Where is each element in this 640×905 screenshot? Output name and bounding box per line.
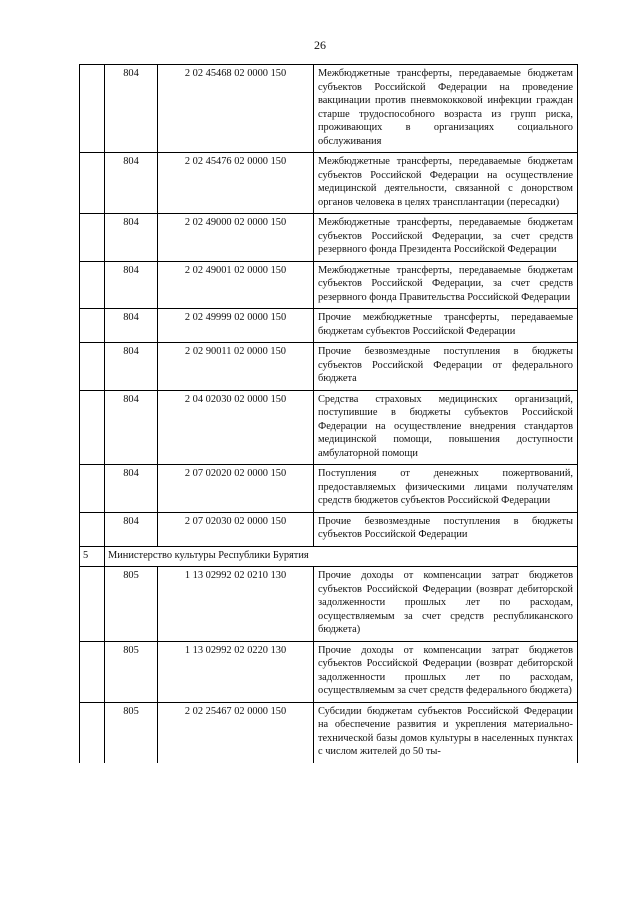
table-row — [80, 65, 578, 153]
admin-code: 804 — [105, 465, 158, 513]
table-row — [80, 702, 578, 763]
admin-code: 804 — [105, 512, 158, 546]
kbk-code: 2 04 02030 02 0000 150 — [158, 390, 314, 465]
admin-code: 805 — [105, 641, 158, 702]
kbk-code: 1 13 02992 02 0220 130 — [158, 641, 314, 702]
revenue-description: Прочие безвозмездные поступления в бюджеты субъектов Российской Федерации от федерального бюджета — [314, 343, 578, 391]
kbk-code: 2 02 49000 02 0000 150 — [158, 214, 314, 262]
revenue-description: Межбюджетные трансферты, передаваемые бюджетам субъектов Российской Федерации на осуществление медицинской деятельности, связанной с донорством органов человека в целях трансплантации (пересадки) — [314, 153, 578, 214]
kbk-code: 2 07 02030 02 0000 150 — [158, 512, 314, 546]
kbk-code: 2 02 45476 02 0000 150 — [158, 153, 314, 214]
kbk-code: 2 02 49999 02 0000 150 — [158, 309, 314, 343]
row-number-cell — [80, 214, 105, 262]
admin-code: 804 — [105, 390, 158, 465]
row-number-cell — [80, 261, 105, 309]
table-row — [80, 641, 578, 702]
table-row — [80, 153, 578, 214]
table-row — [80, 343, 578, 391]
table-row — [80, 465, 578, 513]
admin-code: 805 — [105, 702, 158, 763]
revenue-description: Субсидии бюджетам субъектов Российской Федерации на обеспечение развития и укрепления материально-технической базы домов культуры в населенных пунктах с числом жителей до 50 ты- — [314, 702, 578, 763]
table-row — [80, 214, 578, 262]
table-row — [80, 567, 578, 642]
revenue-codes-table — [79, 64, 578, 763]
revenue-description: Прочие безвозмездные поступления в бюджеты субъектов Российской Федерации — [314, 512, 578, 546]
admin-code: 804 — [105, 309, 158, 343]
kbk-code: 2 02 25467 02 0000 150 — [158, 702, 314, 763]
revenue-description: Средства страховых медицинских организаций, поступившие в бюджеты субъектов Российской Федерации на осуществление внедрения стандартов медицинской помощи, повышения доступности амбулаторной помощи — [314, 390, 578, 465]
row-number-cell — [80, 65, 105, 153]
kbk-code: 1 13 02992 02 0210 130 — [158, 567, 314, 642]
kbk-code: 2 02 45468 02 0000 150 — [158, 65, 314, 153]
ministry-number: 5 — [80, 546, 105, 567]
admin-code: 805 — [105, 567, 158, 642]
admin-code: 804 — [105, 343, 158, 391]
row-number-cell — [80, 567, 105, 642]
ministry-row — [80, 546, 578, 567]
revenue-description: Прочие межбюджетные трансферты, передаваемые бюджетам субъектов Российской Федерации — [314, 309, 578, 343]
kbk-code: 2 07 02020 02 0000 150 — [158, 465, 314, 513]
row-number-cell — [80, 309, 105, 343]
revenue-description: Межбюджетные трансферты, передаваемые бюджетам субъектов Российской Федерации на проведение вакцинации против пневмококковой инфекции граждан старше трудоспособного возраста из групп риска, проживающих в организациях социального обслуживания — [314, 65, 578, 153]
table-row — [80, 390, 578, 465]
revenue-description: Прочие доходы от компенсации затрат бюджетов субъектов Российской Федерации (возврат дебиторской задолженности прошлых лет по расходам, осуществляемым за счет средств федерального бюджета) — [314, 641, 578, 702]
ministry-name: Министерство культуры Республики Бурятия — [105, 546, 578, 567]
kbk-code: 2 02 49001 02 0000 150 — [158, 261, 314, 309]
row-number-cell — [80, 702, 105, 763]
row-number-cell — [80, 465, 105, 513]
revenue-description: Поступления от денежных пожертвований, предоставляемых физическими лицами получателям средств бюджетов субъектов Российской Федерации — [314, 465, 578, 513]
admin-code: 804 — [105, 65, 158, 153]
page-number: 26 — [314, 38, 326, 52]
row-number-cell — [80, 153, 105, 214]
admin-code: 804 — [105, 214, 158, 262]
revenue-description: Межбюджетные трансферты, передаваемые бюджетам субъектов Российской Федерации, за счет средств резервного фонда Правительства Российской Федерации — [314, 261, 578, 309]
admin-code: 804 — [105, 153, 158, 214]
table-row — [80, 309, 578, 343]
revenue-description: Межбюджетные трансферты, передаваемые бюджетам субъектов Российской Федерации, за счет средств резервного фонда Президента Российской Федерации — [314, 214, 578, 262]
admin-code: 804 — [105, 261, 158, 309]
kbk-code: 2 02 90011 02 0000 150 — [158, 343, 314, 391]
revenue-description: Прочие доходы от компенсации затрат бюджетов субъектов Российской Федерации (возврат дебиторской задолженности прошлых лет по расходам, осуществляемым за счет средств республиканского бюджета) — [314, 567, 578, 642]
row-number-cell — [80, 343, 105, 391]
row-number-cell — [80, 390, 105, 465]
row-number-cell — [80, 512, 105, 546]
row-number-cell — [80, 641, 105, 702]
table-row — [80, 512, 578, 546]
table-row — [80, 261, 578, 309]
